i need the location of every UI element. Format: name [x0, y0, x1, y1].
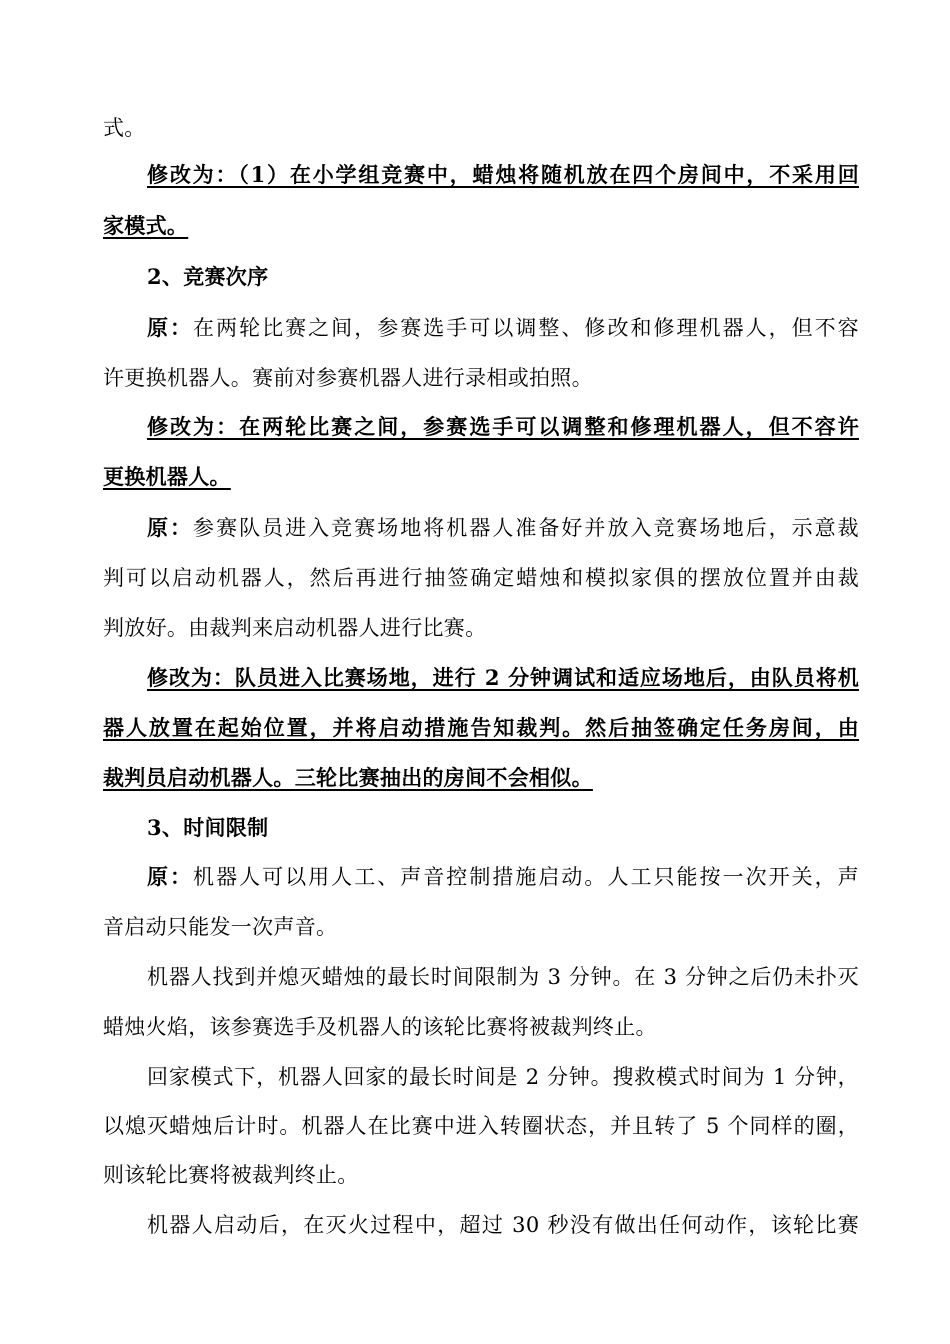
revision-paragraph-3-line-2: 器人放置在起始位置，并将启动措施告知裁判。然后抽签确定任务房间，由 — [103, 715, 859, 740]
revision-paragraph-3-line-3: 裁判员启动机器人。三轮比赛抽出的房间不会相似。 — [103, 765, 593, 790]
inactivity-paragraph-line-1: 机器人启动后，在灭火过程中，超过 30 秒没有做出任何动作，该轮比赛 — [147, 1213, 859, 1237]
original-paragraph-3-line-1: 原：机器人可以用人工、声音控制措施启动。人工只能按一次开关，声 — [147, 864, 859, 889]
original-paragraph-1-line-1: 原：在两轮比赛之间，参赛选手可以调整、修改和修理机器人，但不容 — [147, 315, 859, 340]
original-paragraph-1-line-2: 许更换机器人。赛前对参赛机器人进行录相或拍照。 — [103, 366, 593, 390]
original-paragraph-2-line-1: 原：参赛队员进入竞赛场地将机器人准备好并放入竞赛场地后，示意裁 — [147, 515, 859, 540]
revision-line-1: 修改为：（1）在小学组竞赛中，蜡烛将随机放在四个房间中，不采用回 — [147, 162, 859, 187]
revision-line-2: 家模式。 — [103, 213, 189, 238]
home-mode-paragraph-line-3: 则该轮比赛将被裁判终止。 — [103, 1163, 359, 1187]
home-mode-paragraph-line-1: 回家模式下，机器人回家的最长时间是 2 分钟。搜救模式时间为 1 分钟， — [147, 1065, 859, 1089]
section-heading-2: 2、竞赛次序 — [147, 264, 269, 289]
original-paragraph-3-line-2: 音启动只能发一次声音。 — [103, 915, 338, 939]
time-limit-paragraph-line-2: 蜡烛火焰，该参赛选手及机器人的该轮比赛将被裁判终止。 — [103, 1015, 657, 1039]
revision-paragraph-2-line-2: 更换机器人。 — [103, 464, 231, 489]
text-line-1: 式。 — [103, 116, 146, 140]
original-paragraph-2-line-3: 判放好。由裁判来启动机器人进行比赛。 — [103, 616, 487, 640]
revision-paragraph-3-line-1: 修改为：队员进入比赛场地，进行 2 分钟调试和适应场地后，由队员将机 — [147, 665, 859, 690]
section-heading-3: 3、时间限制 — [147, 815, 269, 840]
home-mode-paragraph-line-2: 以熄灭蜡烛后计时。机器人在比赛中进入转圈状态，并且转了 5 个同样的圈， — [103, 1114, 859, 1138]
revision-paragraph-2-line-1: 修改为：在两轮比赛之间，参赛选手可以调整和修理机器人，但不容许 — [147, 414, 859, 439]
original-paragraph-2-line-2: 判可以启动机器人，然后再进行抽签确定蜡烛和模拟家俱的摆放位置并由裁 — [103, 566, 859, 590]
time-limit-paragraph-line-1: 机器人找到并熄灭蜡烛的最长时间限制为 3 分钟。在 3 分钟之后仍未扑灭 — [147, 965, 859, 989]
